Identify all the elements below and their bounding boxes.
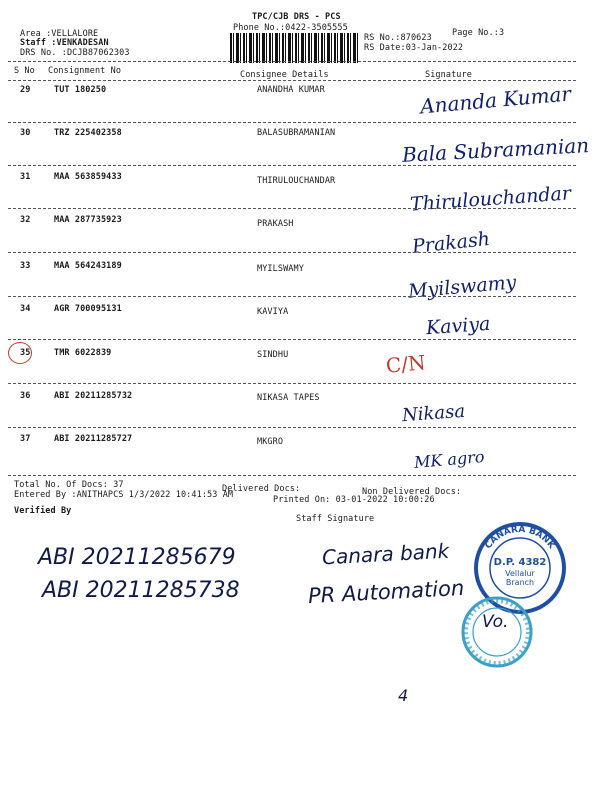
stamp-bank-name: CANARA BANK bbox=[483, 524, 557, 551]
row-sno: 37 bbox=[20, 434, 31, 444]
header-rule-bottom bbox=[8, 80, 576, 81]
row-consignment: AGR 700095131 bbox=[54, 304, 122, 314]
row-rule bbox=[8, 252, 576, 253]
row-signature: Bala Subramanian bbox=[401, 133, 590, 167]
row-sno: 34 bbox=[20, 304, 31, 314]
row-signature: C/N bbox=[385, 350, 427, 378]
row-consignee: MYILSWAMY bbox=[257, 264, 304, 274]
row-consignment: ABI 20211285732 bbox=[54, 391, 133, 401]
row-signature: Myilswamy bbox=[407, 271, 518, 303]
page-number: Page No.:3 bbox=[452, 28, 505, 38]
row-consignment: TMR 6022839 bbox=[54, 348, 112, 358]
header-rule-top bbox=[8, 61, 576, 62]
area-label: Area :VELLALORE bbox=[20, 29, 99, 39]
row-rule bbox=[8, 339, 576, 340]
total-docs: Total No. Of Docs: 37 bbox=[14, 480, 124, 490]
row-rule bbox=[8, 165, 576, 166]
stamp-code: D.P. 4382 bbox=[493, 557, 547, 568]
row-consignee: SINDHU bbox=[257, 350, 289, 360]
note-line-2: ABI 20211285738 bbox=[42, 578, 240, 603]
note-line-2-right: PR Automation bbox=[307, 575, 465, 609]
rs-date: RS Date:03-Jan-2022 bbox=[364, 43, 464, 53]
row-consignee: KAVIYA bbox=[257, 307, 289, 317]
row-rule bbox=[8, 475, 576, 476]
row-consignment: TUT 180250 bbox=[54, 85, 107, 95]
row-consignment: MAA 563859433 bbox=[54, 172, 122, 182]
row-sno: 36 bbox=[20, 391, 31, 401]
note-line-1: ABI 20211285679 bbox=[38, 545, 236, 570]
col-sno: S No bbox=[14, 66, 35, 76]
round-seal-stamp bbox=[455, 592, 545, 672]
delivered-docs: Delivered Docs: bbox=[222, 484, 301, 494]
staff-label: Staff :VENKADESAN bbox=[20, 38, 109, 48]
row-sno: 32 bbox=[20, 215, 31, 225]
stamp-branch: Branch bbox=[505, 578, 535, 587]
row-rule bbox=[8, 296, 576, 297]
row-sno: 29 bbox=[20, 85, 31, 95]
row-sno: 33 bbox=[20, 261, 31, 271]
row-sno: 31 bbox=[20, 172, 31, 182]
row-consignment: MAA 564243189 bbox=[54, 261, 122, 271]
note-line-1-right: Canara bank bbox=[321, 538, 450, 570]
row-rule bbox=[8, 208, 576, 209]
row-rule bbox=[8, 383, 576, 384]
row-signature: Kaviya bbox=[425, 312, 492, 340]
staff-signature-label: Staff Signature bbox=[296, 514, 375, 524]
page-mark: 4 bbox=[398, 686, 409, 705]
non-delivered-docs: Non Delivered Docs: bbox=[362, 487, 462, 497]
row-consignment: ABI 20211285727 bbox=[54, 434, 133, 444]
row-consignee: MKGRO bbox=[257, 437, 284, 447]
col-consignee: Consignee Details bbox=[240, 70, 329, 80]
row-consignee: PRAKASH bbox=[257, 219, 294, 229]
row-consignee: ANANDHA KUMAR bbox=[257, 85, 325, 95]
row-signature: Thirulouchandar bbox=[409, 182, 572, 216]
row-signature: Ananda Kumar bbox=[419, 81, 572, 119]
row-rule bbox=[8, 427, 576, 428]
col-signature: Signature bbox=[425, 70, 472, 80]
row-sno: 35 bbox=[20, 348, 31, 358]
initials-signature: Vo. bbox=[482, 612, 509, 632]
row-consignee: NIKASA TAPES bbox=[257, 393, 320, 403]
rs-number: RS No.:870623 bbox=[364, 33, 432, 43]
phone-number: Phone No.:0422-3505555 bbox=[233, 23, 348, 33]
barcode bbox=[230, 33, 358, 63]
row-consignment: TRZ 225402358 bbox=[54, 128, 122, 138]
stamp-place: Vellalur bbox=[505, 569, 535, 578]
row-signature: MK agro bbox=[413, 446, 486, 473]
verified-by: Verified By bbox=[14, 506, 72, 516]
report-title: TPC/CJB DRS - PCS bbox=[252, 12, 341, 22]
row-consignee: THIRULOUCHANDAR bbox=[257, 176, 336, 186]
row-consignment: MAA 287735923 bbox=[54, 215, 122, 225]
row-consignee: BALASUBRAMANIAN bbox=[257, 128, 336, 138]
drs-number: DRS No. :DCJB87062303 bbox=[20, 48, 130, 58]
row-signature: Prakash bbox=[411, 227, 491, 259]
row-sno: 30 bbox=[20, 128, 31, 138]
entered-by: Entered By :ANITHAPCS 1/3/2022 10:41:53 AM bbox=[14, 490, 234, 500]
printed-on: Printed On: 03-01-2022 10:00:26 bbox=[273, 495, 435, 505]
row-rule bbox=[8, 122, 576, 123]
row-signature: Nikasa bbox=[401, 400, 466, 427]
col-consignment: Consignment No bbox=[48, 66, 122, 76]
